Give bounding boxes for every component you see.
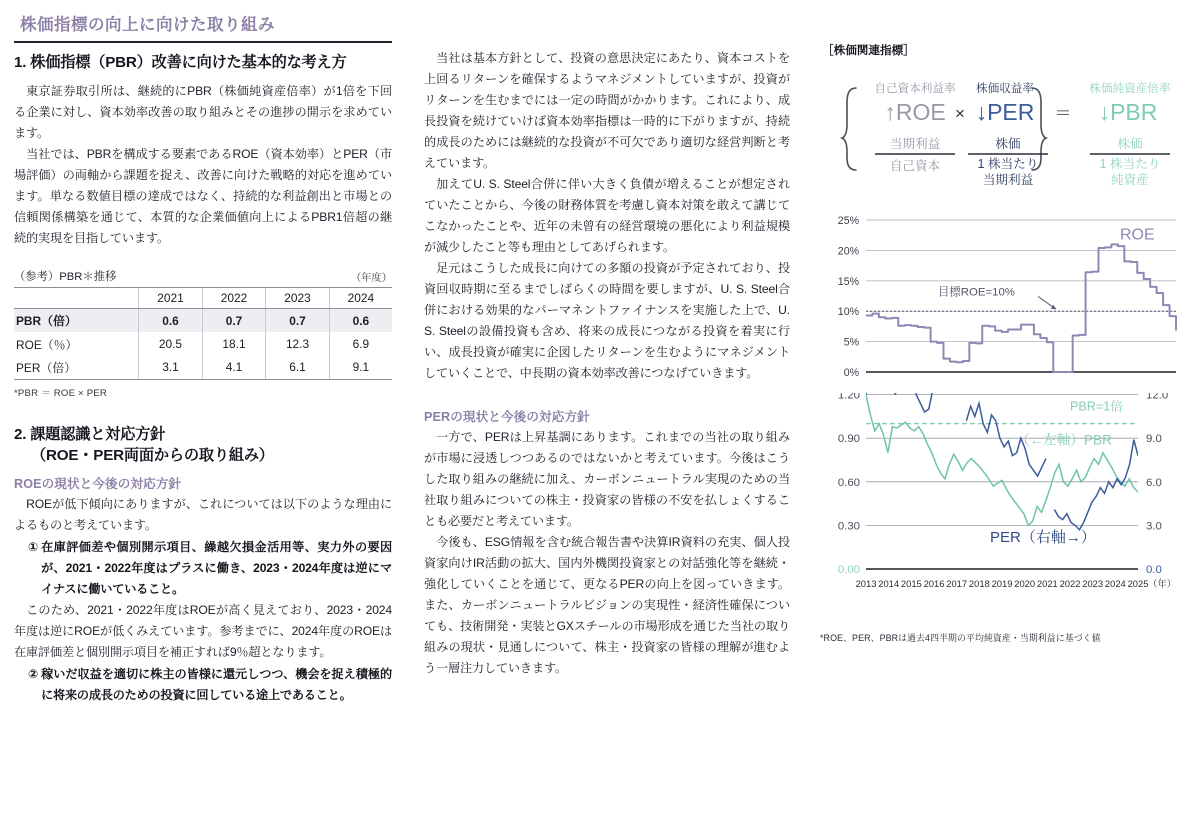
per-legend-label: PER（右軸→） bbox=[990, 529, 1096, 547]
pbr-caption: 株価純資産倍率 bbox=[1089, 82, 1171, 95]
title-divider bbox=[14, 41, 392, 43]
roe-numerator: 当期利益 bbox=[889, 137, 941, 151]
x-tick-label: 2021 bbox=[1036, 578, 1058, 589]
per-numerator: 株価 bbox=[995, 137, 1021, 151]
section-2-heading-line2: （ROE・PER両面からの取り組み） bbox=[31, 446, 274, 464]
pbr-formula-diagram bbox=[820, 62, 1192, 202]
roe-y-tick-label: 20% bbox=[837, 245, 859, 258]
right-column bbox=[820, 0, 1192, 644]
table-header-cell-1: 2021 bbox=[139, 287, 203, 308]
left-paragraph-1: 東京証券取引所は、継続的にPBR（株価純資産倍率）が1倍を下回る企業に対し、資本効率改善の取り組みとその進捗の開示を求めています。 bbox=[14, 83, 392, 140]
roe-y-tick-label: 0% bbox=[843, 367, 859, 379]
roe-y-tick-label: 5% bbox=[843, 336, 859, 349]
row-label: PBR（倍） bbox=[14, 309, 139, 333]
list-item-2 bbox=[14, 664, 392, 706]
roe-series-line bbox=[866, 244, 1176, 372]
row-value: 0.6 bbox=[329, 309, 392, 333]
roe-annotation-arrowhead bbox=[1051, 305, 1056, 310]
x-tick-label: 2025 bbox=[1127, 578, 1149, 589]
row-label: ROE（％） bbox=[16, 337, 78, 352]
per-symbol: ↓PER bbox=[975, 99, 1035, 125]
per-denominator-line2: 当期利益 bbox=[982, 173, 1034, 187]
middle-paragraph-4: 一方で、PERは上昇基調にあります。これまでの当社の取り組みが市場に浸透しつつあるのではないかと考えています。今後はこうした取り組みの継続に加え、カーボンニュートラル実現のための当社取り組みについての株主・投資家の皆様の不安を払しょくすることも必要だと考えています。 bbox=[424, 430, 790, 529]
row-value: 20.5 bbox=[139, 332, 203, 355]
pbr-legend-label: （←左軸）PBR bbox=[1016, 432, 1112, 448]
left-paragraph-3: ROEが低下傾向にありますが、これについては以下のような理由によるものと考えています。 bbox=[14, 497, 392, 533]
list-item-text: 稼いだ収益を適切に株主の皆様に還元しつつ、機会を捉え積極的に将来の成長のための投資に回している途上であること。 bbox=[41, 667, 392, 703]
list-marker: ② bbox=[28, 667, 39, 682]
left-paragraph-4: このため、2021・2022年度はROEが高く見えており、2023・2024年度は逆にROEが低くみえています。参考までに、2024年度のROEは在庫評価差と個別開示項目を補正すれば9％超となります。 bbox=[14, 603, 392, 660]
pbr-y-tick-label: 1.20 bbox=[837, 393, 860, 402]
per-subheading: PERの現状と今後の対応方針 bbox=[424, 410, 590, 425]
x-tick-label: 2022 bbox=[1059, 578, 1081, 589]
row-value: 0.7 bbox=[202, 309, 266, 333]
row-value: 9.1 bbox=[329, 356, 392, 380]
bracket-left-icon bbox=[842, 88, 856, 170]
x-tick-label: 2015 bbox=[900, 578, 922, 589]
x-tick-label: 2023 bbox=[1082, 578, 1104, 589]
per-y-tick-label: 6.0 bbox=[1146, 476, 1162, 489]
roe-subheading: ROEの現状と今後の対応方針 bbox=[14, 477, 182, 492]
per-y-tick-label: 0.0 bbox=[1146, 564, 1162, 576]
per-caption: 株価収益率 bbox=[976, 82, 1034, 95]
roe-target-annotation: 目標ROE=10% bbox=[938, 286, 1015, 299]
pbr-y-tick-label: 0.00 bbox=[837, 564, 860, 576]
chart-panel-title: ［株価関連指標］ bbox=[822, 44, 915, 57]
list-item-1 bbox=[14, 537, 392, 600]
pbr-symbol: ↓PBR bbox=[1098, 99, 1158, 125]
pbr-numerator: 株価 bbox=[1117, 137, 1143, 151]
left-column bbox=[14, 0, 392, 706]
x-tick-label: 2016 bbox=[923, 578, 945, 589]
page-title: 株価指標の向上に向けた取り組み bbox=[20, 16, 275, 34]
section-2-heading-line1: 2. 課題認識と対応方針 bbox=[14, 426, 166, 444]
left-paragraph-2: 当社では、PBRを構成する要素であるROE（資本効率）とPER（市場評価）の両軸から課題を捉え、改善に向けた戦略的対応を進めています。単なる数値目標の達成ではなく、持続的な利益創出と市場との信頼関係構築を通じて、本質的な企業価値向上によるPBR1倍超の継続的実現を目指しています。 bbox=[14, 146, 392, 245]
x-tick-label: 2013 bbox=[855, 578, 877, 589]
table-caption: （参考）PBR＊推移 bbox=[14, 270, 117, 283]
row-value: 6.9 bbox=[329, 332, 392, 355]
per-y-tick-label: 12.0 bbox=[1146, 393, 1169, 402]
pbr-y-tick-label: 0.60 bbox=[837, 476, 860, 489]
section-2-heading bbox=[14, 425, 392, 466]
per-y-tick-label: 9.0 bbox=[1146, 433, 1162, 446]
roe-caption: 自己資本利益率 bbox=[874, 82, 956, 95]
pbr-y-tick-label: 0.90 bbox=[837, 433, 860, 446]
x-tick-label: 2014 bbox=[878, 578, 900, 589]
table-caption-row bbox=[14, 268, 392, 284]
pbr-y-tick-label: 0.30 bbox=[837, 520, 860, 533]
list-marker: ① bbox=[28, 540, 39, 555]
chart-footnote: *ROE、PER、PBRは過去4四半期の平均純資産・当期利益に基づく値 bbox=[820, 633, 1101, 643]
per-denominator-line1: 1 株当たり bbox=[977, 157, 1039, 171]
pbr-denominator-line1: 1 株当たり bbox=[1099, 157, 1161, 171]
row-value: 12.3 bbox=[266, 332, 330, 355]
table-header-cell-0 bbox=[14, 287, 139, 308]
table-row bbox=[14, 309, 392, 333]
roe-y-tick-label: 10% bbox=[837, 306, 859, 319]
roe-y-tick-label: 25% bbox=[837, 215, 859, 227]
table-header-cell-3: 2023 bbox=[266, 287, 330, 308]
pbr-denominator-line2: 純資産 bbox=[1111, 173, 1149, 187]
middle-paragraph-3: 足元はこうした成長に向けての多額の投資が予定されており、投資回収時期に至るまでしばらくの時間を要しますが、U. S. Steel合併における効果的なパーマネントファイナンスを実施した上で、U. S. Steelの設備投資も含め、将来の成長につながる投資を着実に行い、成長投資が確実に企図したリターンを生むようにマネジメントしていくことで、中長期の資本効率改善につなげていきます。 bbox=[424, 261, 790, 381]
table-row bbox=[14, 356, 392, 380]
roe-chart bbox=[820, 202, 1192, 397]
x-tick-label: 2018 bbox=[968, 578, 990, 589]
table-header-cell-2: 2022 bbox=[202, 287, 266, 308]
per-y-tick-label: 3.0 bbox=[1146, 520, 1162, 533]
row-value: 0.6 bbox=[139, 309, 203, 333]
middle-paragraph-5: 今後も、ESG情報を含む統合報告書や決算IR資料の充実、個人投資家向けIR活動の拡大、国内外機関投資家との対話強化等を継続・強化していくことを通じて、更なるPERの向上を図っていきます。また、カーボンニュートラルビジョンの実現性・経済性確保についても、技術開発・実装とGXスチールの市場形成を通じた当社の取り組みの現状・見通しについて、株主・投資家の皆様の理解が進むよう一層注力していきます。 bbox=[424, 535, 790, 676]
row-value: 4.1 bbox=[202, 356, 266, 380]
middle-paragraph-2: 加えてU. S. Steel合併に伴い大きく負債が増えることが想定されていたことから、今後の財務体質を考慮し資本対策を敢えて講じてこなかったことや、近年の未曾有の経営環境の悪化により利益規模が減少したこと等も理由としてあげられます。 bbox=[424, 177, 790, 255]
table-row bbox=[14, 332, 392, 355]
row-value: 3.1 bbox=[139, 356, 203, 380]
middle-paragraph-1: 当社は基本方針として、投資の意思決定にあたり、資本コストを上回るリターンを確保するようマネジメントしていますが、投資がリターンを生むまでには一定の時間がかかります。これにより、成長投資を続けていけば資本効率指標は一時的に下がりますが、持続的成長のためには継続的な投資が不可欠であり適切な経営判断と考えています。 bbox=[424, 51, 790, 171]
row-value: 6.1 bbox=[266, 356, 330, 380]
x-tick-label: 2020 bbox=[1014, 578, 1036, 589]
roe-y-tick-label: 15% bbox=[837, 275, 859, 288]
pbr-table bbox=[14, 287, 392, 381]
table-header-cell-4: 2024 bbox=[329, 287, 392, 308]
roe-denominator: 自己資本 bbox=[889, 159, 941, 173]
section-1-heading: 1. 株価指標（PBR）改善に向けた基本的な考え方 bbox=[14, 54, 347, 71]
row-value: 18.1 bbox=[202, 332, 266, 355]
pbr-series-line bbox=[866, 395, 1138, 526]
row-label: PER（倍） bbox=[14, 356, 139, 380]
x-tick-label: 2024 bbox=[1104, 578, 1126, 589]
table-unit: （年度） bbox=[350, 272, 392, 284]
row-value: 0.7 bbox=[266, 309, 330, 333]
multiply-operator: × bbox=[955, 104, 965, 123]
equals-operator: ＝ bbox=[1054, 104, 1072, 123]
x-tick-label: 2019 bbox=[991, 578, 1013, 589]
middle-column bbox=[424, 0, 790, 679]
x-axis-unit-label: （年） bbox=[1148, 578, 1177, 589]
pbr-per-chart bbox=[820, 393, 1192, 623]
x-tick-label: 2017 bbox=[946, 578, 968, 589]
table-footnote: *PBR ＝ ROE × PER bbox=[14, 388, 108, 400]
table-header-row bbox=[14, 287, 392, 308]
roe-symbol: ↑ROE bbox=[884, 99, 946, 125]
pbr-reference-label: PBR=1倍 bbox=[1070, 399, 1123, 414]
roe-legend-label: ROE bbox=[1120, 226, 1155, 244]
list-item-text: 在庫評価差や個別開示項目、繰越欠損金活用等、実力外の要因が、2021・2022年度はプラスに働き、2023・2024年度は逆にマイナスに働いていること。 bbox=[41, 540, 392, 597]
